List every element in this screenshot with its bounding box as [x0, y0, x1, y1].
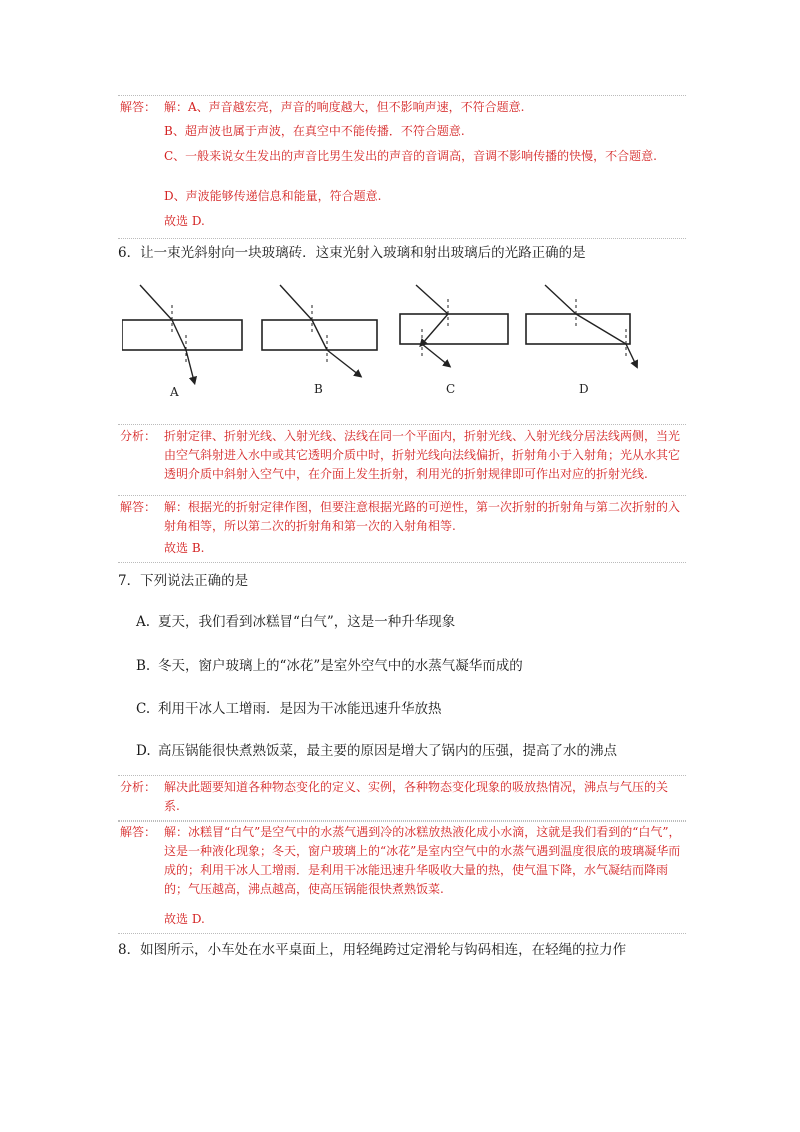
q7-choice: 故选 D.: [164, 912, 205, 926]
answer-line-3: C、一般来说女生发出的声音比男生发出的声音的音调高，音调不影响传播的快慢，不合题意.: [164, 149, 657, 163]
q6-analysis-text: 折射定律、折射光线、入射光线、法线在同一个平面内，折射光线、入射光线分居法线两侧，当光由空气斜射进入水中或其它透明介质中时，折射光线向法线偏折，折射角小于入射角；光从水其它透明介质中斜射入空气中，在介面上发生折射，利用光的折射规律即可作出对应的折射光线.: [164, 429, 681, 481]
answer-line-4: D、声波能够传递信息和能量，符合题意.: [164, 189, 382, 203]
option-d: [136, 739, 617, 759]
analysis-label: 分析：: [120, 780, 157, 794]
label-a: A: [170, 385, 179, 398]
answer-line-2: B、超声波也属于声波，在真空中不能传播．不符合题意.: [164, 124, 465, 138]
diagram-c: [400, 285, 508, 396]
option-b: [136, 654, 523, 674]
answer-label: 解答：: [120, 825, 157, 839]
option-c: [136, 697, 442, 717]
q6-answer-text: 解：根据光的折射定律作图，但要注意根据光路的可逆性，第一次折射的折射角与第二次折射的入射角相等，所以第二次的折射角和第一次的入射角相等.: [164, 500, 681, 533]
question-6: 6．让一束光斜射向一块玻璃砖．这束光射入玻璃和射出玻璃后的光路正确的是: [118, 245, 586, 261]
question-7: 7．下列说法正确的是: [118, 573, 249, 589]
light-path-figure: [122, 283, 660, 398]
option-a: [136, 610, 455, 630]
diagram-b: [262, 285, 377, 396]
q7-answer-text: 解：冰糕冒“白气”是空气中的水蒸气遇到冷的冰糕放热液化成小水滴，这就是我们看到的“白气”，这是一种液化现象；冬天，窗户玻璃上的“冰花”是室内空气中的水蒸气遇到温度很底的玻璃凝华而成的；利用干冰人工增雨．是利用干冰能迅速升华吸收大量的热，使气温下降，水气凝结而降雨的；气压越高，沸点越高，使高压锅能很快煮熟饭菜.: [164, 825, 681, 896]
diagram-d: [526, 285, 636, 396]
option-text: 冬天，窗户玻璃上的“冰花”是室外空气中的水蒸气凝华而成的: [158, 658, 523, 674]
answer-choice: 故选 D.: [164, 214, 205, 228]
option-letter: C.: [136, 701, 151, 717]
option-letter: B.: [136, 658, 151, 674]
option-text: 夏天，我们看到冰糕冒“白气”，这是一种升华现象: [158, 614, 456, 630]
question-8: 8．如图所示，小车处在水平桌面上，用轻绳跨过定滑轮与钩码相连，在轻绳的拉力作: [118, 942, 627, 958]
answer-label: 解答：: [120, 100, 157, 114]
q6-choice: 故选 B.: [164, 541, 205, 555]
option-letter: A.: [136, 614, 151, 630]
q7-analysis-text: 解决此题要知道各种物态变化的定义、实例，各种物态变化现象的吸放热情况，沸点与气压的关系.: [164, 780, 669, 813]
label-d: D: [579, 382, 589, 396]
answer-label: 解答：: [120, 500, 157, 514]
glass-block-diagrams: [122, 283, 660, 398]
label-c: C: [446, 382, 456, 396]
option-text: 利用干冰人工增雨．是因为干冰能迅速升华放热: [158, 701, 442, 717]
option-text: 高压锅能很快煮熟饭菜，最主要的原因是增大了锅内的压强，提高了水的沸点: [158, 743, 617, 759]
diagram-a: [122, 285, 242, 398]
option-letter: D.: [136, 743, 151, 759]
label-b: B: [314, 382, 323, 396]
analysis-label: 分析：: [120, 429, 157, 443]
answer-line-1: 解：A、声音越宏亮，声音的响度越大，但不影响声速，不符合题意.: [164, 100, 525, 114]
